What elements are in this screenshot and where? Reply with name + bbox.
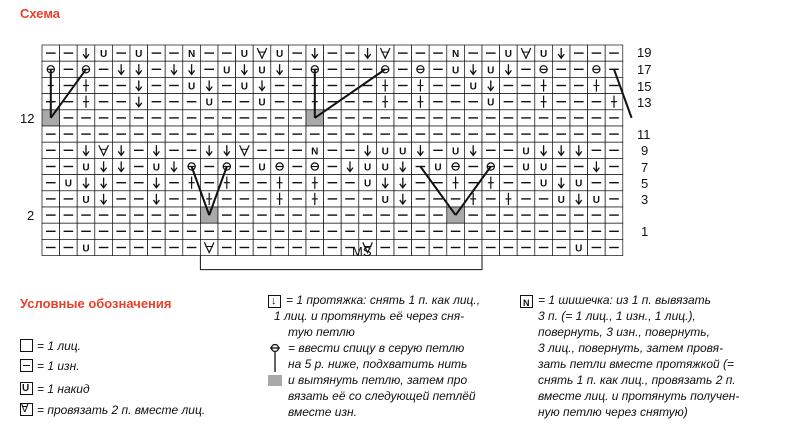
row-number-9: 9 [641, 143, 649, 158]
yarn-over-mark: U [381, 146, 389, 158]
yarn-over-mark: U [381, 162, 389, 174]
yarn-over-mark: U [363, 162, 372, 174]
yarn-over-mark: U [469, 81, 477, 93]
yarn-over-mark: U [539, 178, 548, 190]
yarn-over-mark: U [275, 49, 284, 61]
row-number-7: 7 [641, 160, 649, 175]
yarn-over-mark: U [64, 178, 73, 190]
yarn-over-mark: U [223, 65, 231, 77]
yarn-over-mark: U [522, 162, 530, 174]
yarn-over-mark: U [592, 194, 601, 206]
yarn-over-mark: U [434, 162, 442, 174]
row-number-13: 13 [637, 95, 652, 110]
chart-title: Схема [20, 6, 61, 21]
yarn-over-mark: U [240, 49, 249, 61]
row-number-5: 5 [641, 176, 649, 191]
row-number-2: 2 [27, 208, 35, 223]
ms-label: MS [352, 244, 372, 259]
yarn-over-mark: U [363, 178, 372, 190]
row-number-15: 15 [637, 79, 652, 94]
legend-purl: = 1 изн. [20, 358, 80, 374]
purl-symbol-icon [20, 359, 33, 372]
bobble-symbol-icon: N [520, 295, 533, 308]
bobble-mark: N [187, 49, 196, 61]
legend-bobble: N = 1 шишечка: из 1 п. вывязать 3 п. (= 1 лиц., 1 изн., 1 лиц.), повернуть, 3 изн., повернуть, 3 лиц., повернуть, затем провя- зать петли вместе протяжкой (= снять 1 п. как лиц., провязать 2 п. вместе лиц. и протянуть получен- ную петлю через снятую) [520, 292, 739, 420]
yarn-over-mark: U [258, 97, 266, 109]
yarn-over-mark: U [187, 81, 196, 93]
yarn-over-mark: U [575, 243, 583, 255]
row-number-3: 3 [641, 192, 649, 207]
knit-symbol-icon [20, 339, 33, 352]
yarn-over-mark: U [135, 49, 143, 61]
row-number-19: 19 [637, 45, 652, 60]
yarn-over-mark: U [487, 65, 495, 77]
yarn-over-mark: U [82, 162, 90, 174]
legend-k2tog: ∀ = провязать 2 п. вместе лиц. [21, 403, 206, 417]
yarn-over-mark: U [258, 65, 266, 77]
yarn-over-mark: U [451, 146, 460, 158]
yarn-over-mark: U [575, 178, 583, 190]
yarn-over-mark: U [539, 49, 548, 61]
yarn-over-mark: U [487, 97, 495, 109]
row-number-17: 17 [637, 62, 652, 77]
yarn-over-mark: U [205, 97, 213, 109]
yarn-over-mark: U [258, 162, 266, 174]
yarn-over-mark: U [381, 194, 389, 206]
row-number-1: 1 [641, 224, 649, 239]
yarn-over-mark: U [557, 194, 565, 206]
row-number-12: 12 [20, 111, 35, 126]
yarn-over-mark: U [399, 146, 407, 158]
k2tog-symbol-icon: ∀ [20, 403, 33, 416]
bobble-mark: N [311, 146, 319, 158]
yarn-over-mark: U [99, 49, 108, 61]
yarn-over-mark: U [152, 162, 161, 174]
yarn-over-mark: U [504, 49, 513, 61]
yarn-over-mark: U [522, 146, 530, 158]
yarn-over-symbol-icon: U [20, 382, 33, 395]
row-number-11: 11 [637, 127, 651, 142]
ms-bracket [200, 256, 482, 270]
bobble-mark: N [451, 49, 460, 61]
legend-knit: = 1 лиц. [20, 338, 81, 354]
drop-pull-symbol-icon [268, 342, 282, 388]
legend-title: Условные обозначения [20, 296, 172, 311]
yarn-over-mark: U [539, 162, 548, 174]
yarn-over-mark: U [82, 194, 90, 206]
legend-drop-pull: = ввести спицу в серую петлю на 5 р. ниже, подхватить нить и вытянуть петлю, затем про вязать её со следующей петлёй вместе изн. [268, 340, 476, 420]
yarn-over-mark: U [82, 243, 90, 255]
legend-slip-pass: ↓ = 1 протяжка: снять 1 п. как лиц., 1 лиц. и протянуть её через сня- тую петлю [268, 292, 480, 340]
legend-yarn-over: U = 1 накид [22, 382, 90, 396]
yarn-over-mark: U [240, 81, 249, 93]
slip-pass-symbol-icon: ↓ [268, 295, 281, 308]
yarn-over-mark: U [451, 65, 460, 77]
